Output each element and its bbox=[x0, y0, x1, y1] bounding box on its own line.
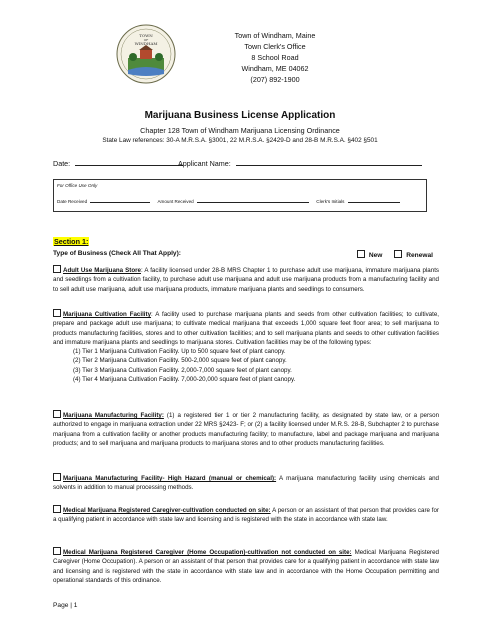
option-heading: Marijuana Cultivation Facility bbox=[63, 311, 152, 318]
state-law-references: State Law references: 30-A M.R.S.A. §3001, 22 M.R.S.A. §2429-D and 28-B M.R.S.A. §402 §501 bbox=[102, 137, 378, 144]
town-clerk-address bbox=[200, 30, 350, 85]
type-of-business-label: Type of Business (Check All That Apply): bbox=[53, 250, 181, 257]
caregiver-home-occupation-option bbox=[53, 547, 439, 585]
option-heading: Medical Marijuana Registered Caregiver-cultivation conducted on site: bbox=[63, 507, 271, 514]
page-number: Page | 1 bbox=[53, 602, 78, 609]
option-heading: Medical Marijuana Registered Caregiver (Home Occupation)-cultivation not conducted on site: bbox=[63, 549, 352, 556]
section-1-heading: Section 1: bbox=[54, 237, 89, 246]
type-of-business-row bbox=[53, 250, 433, 257]
clerks-initials-label: Clerk's Initials bbox=[316, 199, 345, 204]
new-renewal-options bbox=[347, 250, 433, 259]
svg-text:WINDHAM: WINDHAM bbox=[134, 41, 158, 46]
svg-text:TOWN: TOWN bbox=[139, 33, 153, 38]
org-line: Windham, ME 04062 bbox=[241, 64, 309, 73]
office-use-box bbox=[53, 179, 427, 212]
option-description: (1) a registered tier 1 or tier 2 manufacturing facility, as designated by state law, or a person authorized to engage in marijuana extraction under 22 MRS §2423- F; or (2) a facility licensed under M.R.S. 28-B, Subchapter 2 to purchase marijuana from a cultivation facility or another products manufacturing facility; to manufacture, label and package marijuana and marijuana products; and to sell marijuana and marijuana products to marijuana stores and to other products manufacturing facilities. bbox=[53, 412, 440, 447]
office-use-heading: For Office Use Only bbox=[57, 183, 98, 188]
renewal-label: Renewal bbox=[406, 252, 433, 259]
org-line: (207) 892-1900 bbox=[250, 75, 300, 84]
applicant-row bbox=[178, 157, 422, 168]
tier-item: (1) Tier 1 Marijuana Cultivation Facility. Up to 500 square feet of plant canopy. bbox=[73, 348, 286, 356]
clerks-initials-field[interactable] bbox=[348, 198, 400, 203]
high-hazard-manufacturing-option bbox=[53, 473, 439, 493]
org-line: Town Clerk's Office bbox=[244, 42, 306, 51]
option-description: : A facility used to purchase marijuana plants and seeds from other cultivation facilities; to cultivate, prepare and package adult use marijuana; to cultivate medical marijuana that exceeds 1,000 square feet floor area; to sell marijuana to products manufacturing facilities, stores and to other cultivation facilities; and to sell marijuana plants and seeds to other cultivation facilities and immature marijuana plants and seedlings to marijuana stores. Cultivation facilities may be of the following types: bbox=[53, 311, 439, 346]
date-label: Date: bbox=[53, 159, 71, 168]
cultivation-facility-option bbox=[53, 309, 439, 384]
applicant-label: Applicant Name: bbox=[178, 159, 231, 168]
cultivation-facility-checkbox[interactable] bbox=[53, 309, 61, 317]
tier-item: (3) Tier 3 Marijuana Cultivation Facility. 2,000-7,000 square feet of plant canopy. bbox=[73, 366, 292, 374]
option-description: : A facility licensed under 28-B MRS Chapter 1 to purchase adult use marijuana, immature marijuana plants and seedlings from a cultivation facility, to purchase adult use marijuana and adult use marijuana products from a manufacturing facility and to sell adult use marijuana, adult use marijuana products, immature marijuana plants and seedlings to consumers. bbox=[53, 267, 440, 293]
high-hazard-checkbox[interactable] bbox=[53, 473, 61, 481]
date-row bbox=[53, 157, 183, 168]
tier-item: (4) Tier 4 Marijuana Cultivation Facility. 7,000-20,000 square feet of plant canopy. bbox=[73, 376, 296, 384]
option-heading: Marijuana Manufacturing Facility: bbox=[63, 412, 164, 419]
date-received-label: Date Received bbox=[57, 199, 88, 204]
office-use-fields bbox=[57, 198, 421, 204]
svg-text:OF: OF bbox=[143, 38, 149, 42]
amount-received-field[interactable] bbox=[197, 198, 309, 203]
date-field[interactable] bbox=[75, 157, 183, 166]
tier-item: (2) Tier 2 Marijuana Cultivation Facility. 500-2,000 square feet of plant canopy. bbox=[73, 357, 287, 365]
page-title: Marijuana Business License Application bbox=[144, 110, 336, 121]
org-line: 8 School Road bbox=[251, 53, 299, 62]
caregiver-onsite-checkbox[interactable] bbox=[53, 505, 61, 513]
new-checkbox[interactable] bbox=[357, 250, 365, 258]
option-heading: Adult Use Marijuana Store bbox=[63, 267, 141, 274]
option-description: A person or an assistant of that person that provides care for a qualifying patient in accordance with state law and licensing and is registered with the state in accordance with state law. bbox=[53, 507, 439, 524]
manufacturing-facility-checkbox[interactable] bbox=[53, 410, 61, 418]
option-heading: Marijuana Manufacturing Facility- High Hazard (manual or chemical): bbox=[63, 475, 277, 482]
manufacturing-facility-option bbox=[53, 410, 439, 448]
amount-received-label: Amount Received bbox=[157, 199, 194, 204]
caregiver-onsite-option bbox=[53, 505, 439, 525]
date-received-field[interactable] bbox=[90, 198, 150, 203]
town-seal-logo bbox=[116, 24, 176, 84]
adult-use-store-checkbox[interactable] bbox=[53, 265, 61, 273]
new-label: New bbox=[368, 252, 383, 259]
applicant-name-field[interactable] bbox=[236, 157, 422, 166]
renewal-checkbox[interactable] bbox=[394, 250, 402, 258]
page-subtitle: Chapter 128 Town of Windham Marijuana Licensing Ordinance bbox=[140, 126, 340, 135]
option-description: A marijuana manufacturing facility using chemicals and solvents in addition to manual processing methods. bbox=[53, 475, 439, 492]
caregiver-home-occupation-checkbox[interactable] bbox=[53, 547, 61, 555]
cultivation-tier-list bbox=[53, 347, 439, 384]
org-line: Town of Windham, Maine bbox=[234, 31, 316, 40]
option-description: Medical Marijuana Registered Caregiver (Home Occupation). A person or an assistant of that person that provides care for a qualifying patient in accordance with state law and licensing and is registered with the state in accordance with state law and in accordance with the Home Occupation permitting and operational standards of this ordinance. bbox=[53, 549, 439, 584]
adult-use-store-option bbox=[53, 265, 439, 294]
